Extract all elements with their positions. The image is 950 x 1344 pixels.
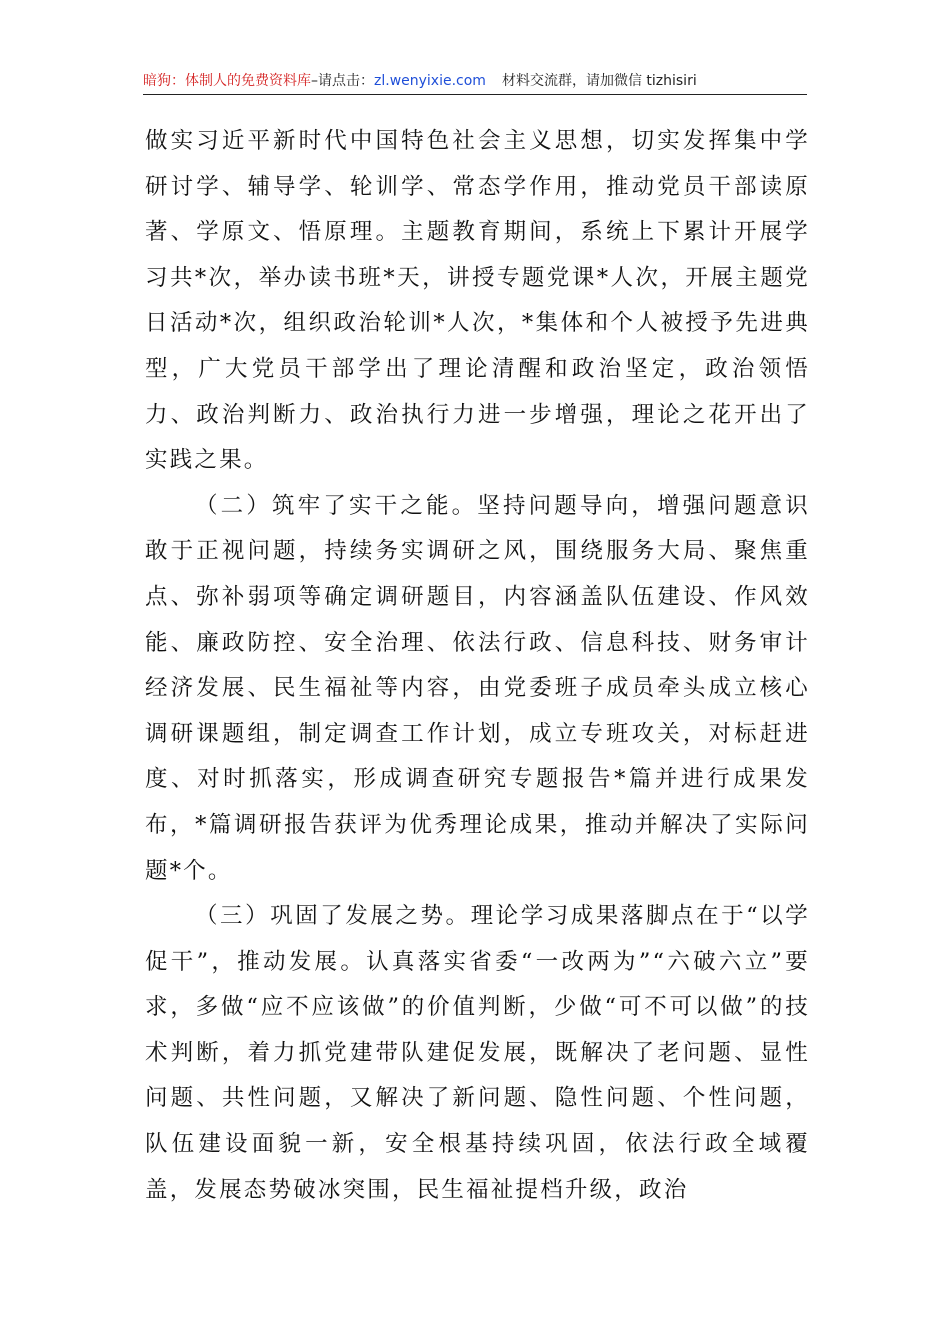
paragraph-3: （三）巩固了发展之势。理论学习成果落脚点在于“以学促干”，推动发展。认真落实省委“一改两为”“六破六立”要求，多做“应不应该做”的价值判断，少做“可不可以做”的技术判断，着力抓党建带队建促发展，既解决了老问题、显性问题、共性问题，又解决了新问题、隐性问题、个性问题，队伍建设面貌一新，安全根基持续巩固，依法行政全域覆盖，发展态势破冰突围，民生福祉提档升级，政治 [145,903,810,1203]
page-header [143,68,807,95]
header-brand: 暗狗：体制人的免费资料库 [143,73,311,89]
document-body [145,119,810,1213]
paragraph-2: （二）筑牢了实干之能。坚持问题导向，增强问题意识敢于正视问题，持续务实调研之风，围绕服务大局、聚焦重点、弥补弱项等确定调研题目，内容涵盖队伍建设、作风效能、廉政防控、安全治理、依法行政、信息科技、财务审计经济发展、民生福祉等内容，由党委班子成员牵头成立核心调研课题组，制定调查工作计划，成立专班攻关，对标赶进度、对时抓落实，形成调查研究专题报告*篇并进行成果发布，*篇调研报告获评为优秀理论成果，推动并解决了实际问题*个。 [145,492,810,884]
header-url-link[interactable]: zl.wenyixie.com [374,73,486,89]
header-wechat-note: 材料交流群，请加微信 tizhisiri [501,73,697,89]
header-link-prompt: –请点击： [311,73,374,89]
paragraph-1: 做实习近平新时代中国特色社会主义思想，切实发挥集中学研讨学、辅导学、轮训学、常态学作用，推动党员干部读原著、学原文、悟原理。主题教育期间，系统上下累计开展学习共*次，举办读书班*天，讲授专题党课*人次，开展主题党日活动*次，组织政治轮训*人次，*集体和个人被授予先进典型，广大党员干部学出了理论清醒和政治坚定，政治领悟力、政治判断力、政治执行力进一步增强，理论之花开出了实践之果。 [145,128,810,474]
